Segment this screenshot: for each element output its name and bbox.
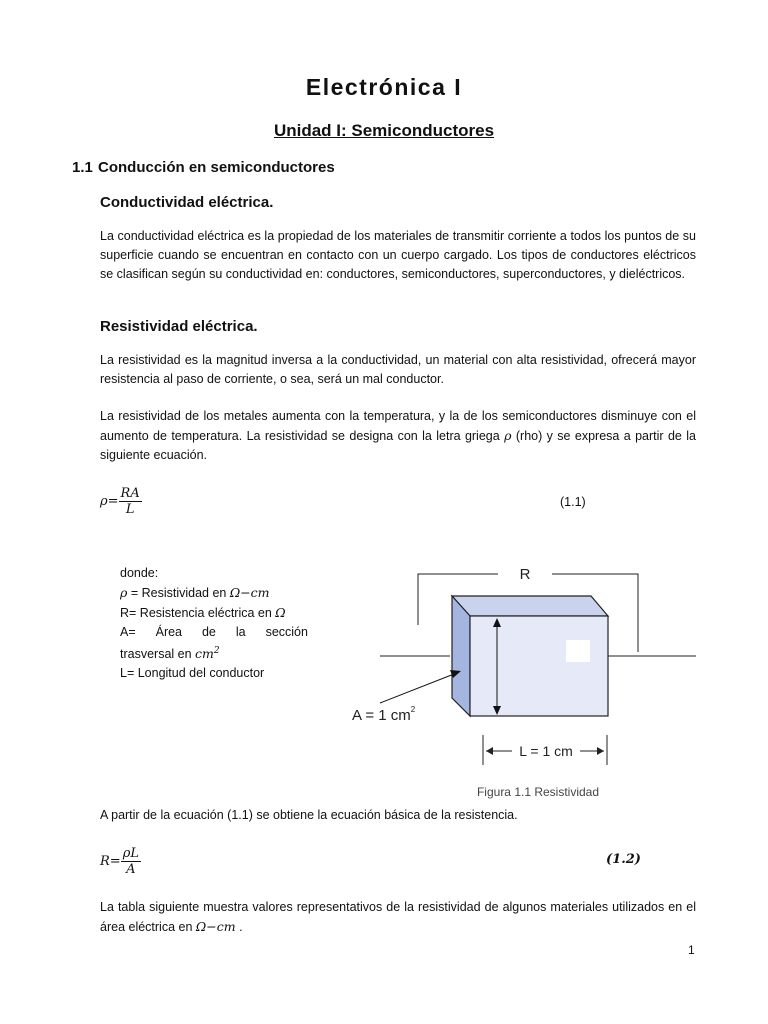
- variable-legend: [120, 564, 308, 683]
- legend-rho-symbol: ρ: [120, 585, 128, 600]
- equation-1-1: [100, 486, 142, 517]
- resistividad-paragraph-2: [100, 407, 696, 465]
- eq2-lhs: R=: [100, 854, 121, 869]
- equation-1-2-label: (1.2): [606, 852, 641, 867]
- legend-r: [120, 603, 308, 623]
- block-top-face: [452, 596, 608, 616]
- legend-a-exponent: 2: [213, 646, 220, 656]
- figure-caption: Figura 1.1 Resistividad: [476, 785, 600, 799]
- legend-a-word: sección: [265, 625, 308, 639]
- block-side-face: [452, 596, 470, 716]
- legend-title: donde:: [120, 566, 159, 580]
- area-arrow-line: [380, 674, 454, 703]
- conductividad-heading: Conductividad eléctrica.: [100, 194, 274, 211]
- table-intro-paragraph: [100, 898, 696, 937]
- legend-a-line-2: [120, 642, 308, 664]
- legend-rho-unit: Ω−cm: [229, 585, 270, 600]
- legend-a-word: A=: [120, 625, 136, 639]
- section-number: 1.1: [72, 159, 93, 176]
- eq1-lhs: ρ=: [100, 494, 119, 509]
- block-highlight: [566, 640, 590, 662]
- after-figure-paragraph: A partir de la ecuación (1.1) se obtiene la ecuación básica de la resistencia.: [100, 808, 518, 822]
- area-label-text: A = 1 cm: [352, 707, 411, 724]
- table-intro-end: .: [235, 920, 243, 934]
- rho-symbol: ρ: [504, 428, 512, 443]
- resistividad-heading: Resistividad eléctrica.: [100, 318, 258, 335]
- area-label: [352, 705, 416, 724]
- page-number: 1: [688, 943, 695, 957]
- legend-r-unit: Ω: [275, 605, 286, 620]
- unit-subtitle: Unidad I: Semiconductores: [273, 121, 495, 140]
- eq2-fraction: [121, 846, 141, 877]
- l-arrow-right-head: [597, 747, 604, 755]
- resistividad-paragraph-1: La resistividad es la magnitud inversa a la conductividad, un material con alta resistividad, ofrecerá mayor resistencia al paso de corriente, o sea, será un mal conductor.: [100, 353, 696, 386]
- equation-1-1-label: (1.1): [560, 495, 586, 509]
- eq2-denominator: A: [126, 862, 136, 877]
- eq2-numerator: ρL: [122, 846, 139, 861]
- table-intro-unit: Ω−cm: [195, 919, 236, 934]
- equation-1-2: [100, 846, 141, 877]
- legend-a-word: Área: [155, 625, 183, 639]
- legend-a-word: de: [201, 625, 216, 639]
- paragraph-2-text-a: La resistividad de los metales aumenta con la temperatura, y la de los semiconductores disminuye con el aumento de temperatura. La resistividad se designa con la letra griega: [100, 409, 696, 443]
- legend-l: L= Longitud del conductor: [120, 666, 265, 681]
- document-title: Electrónica I: [305, 74, 463, 100]
- eq1-fraction: [119, 486, 142, 517]
- table-intro-text: La tabla siguiente muestra valores representativos de la resistividad de algunos materiales utilizados en el área eléctrica en: [100, 900, 696, 934]
- legend-a-text: trasversal en: [120, 647, 196, 662]
- legend-r-text: R= Resistencia eléctrica en: [120, 606, 276, 620]
- block-front-face: [470, 616, 608, 716]
- length-label: L = 1 cm: [519, 743, 573, 759]
- l-arrow-left-head: [486, 747, 493, 755]
- legend-a-unit: cm: [195, 646, 214, 662]
- legend-a-word: la: [235, 625, 246, 639]
- conductividad-paragraph: La conductividad eléctrica es la propiedad de los materiales de transmitir corriente a todos los puntos de su superficie cuando se encuentran en contacto con un cuerpo cargado. Los tipos de conductores eléctricos se clasifican según su conductividad en: conductores, semiconductores, superconductores, y dieléctricos.: [100, 229, 696, 281]
- eq1-denominator: L: [125, 502, 135, 517]
- area-label-exp: 2: [410, 705, 416, 714]
- r-label: R: [519, 566, 531, 583]
- eq1-numerator: RA: [120, 486, 140, 501]
- resistivity-figure: [340, 560, 720, 805]
- legend-rho-text: = Resistividad en: [127, 586, 230, 600]
- legend-rho: [120, 583, 308, 603]
- legend-a-line: [120, 623, 308, 642]
- paragraph-2-text-b: (rho) y se expresa a partir de la siguiente ecuación.: [100, 429, 696, 462]
- section-title: Conducción en semiconductores: [98, 159, 335, 176]
